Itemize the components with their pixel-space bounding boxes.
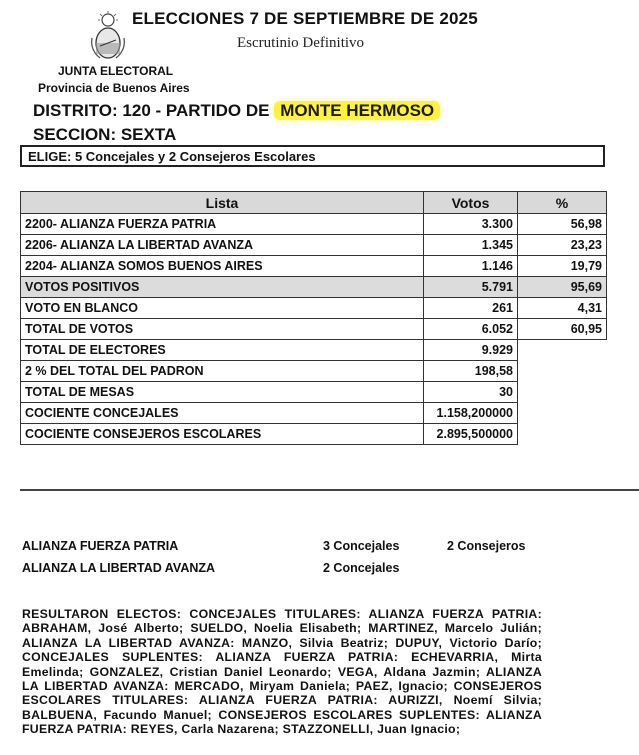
- row-lista: 2200- ALIANZA FUERZA PATRIA: [21, 214, 424, 235]
- table-row: [21, 424, 607, 445]
- table-row-votos-positivos: [21, 277, 607, 298]
- distrito-name-highlight: MONTE HERMOSO: [274, 101, 440, 120]
- seccion-line: SECCION: SEXTA: [33, 125, 177, 144]
- provincia-label: Provincia de Buenos Aires: [38, 81, 190, 95]
- row-votos: 1.158,200000: [424, 403, 518, 424]
- row-lista: TOTAL DE ELECTORES: [21, 340, 424, 361]
- row-lista: COCIENTE CONSEJEROS ESCOLARES: [21, 424, 424, 445]
- header-votos: Votos: [424, 192, 518, 214]
- table-row: [21, 319, 607, 340]
- asignacion-concejales: 3 Concejales: [323, 539, 400, 553]
- table-row: [21, 340, 607, 361]
- row-lista: COCIENTE CONCEJALES: [21, 403, 424, 424]
- distrito-line: [33, 101, 440, 121]
- asignacion-alianza: ALIANZA FUERZA PATRIA: [22, 539, 179, 553]
- table-header-row: [21, 192, 607, 214]
- row-lista: 2204- ALIANZA SOMOS BUENOS AIRES: [21, 256, 424, 277]
- distrito-prefix: DISTRITO: 120 - PARTIDO DE: [33, 101, 270, 120]
- empty-cell: [518, 340, 607, 361]
- table-row: [21, 298, 607, 319]
- table-row: [21, 382, 607, 403]
- row-votos: 1.345: [424, 235, 518, 256]
- asignacion-concejales: 2 Concejales: [323, 561, 400, 575]
- table-row: [21, 235, 607, 256]
- coat-of-arms-icon: [90, 10, 126, 62]
- row-lista: VOTOS POSITIVOS: [21, 277, 424, 298]
- row-votos: 198,58: [424, 361, 518, 382]
- resultaron-electos-paragraph: RESULTARON ELECTOS: CONCEJALES TITULARES: ALIANZA FUERZA PATRIA: ABRAHAM, José Alberto; SUELDO, Noelia Elisabeth; MARTINEZ, Marcelo Julián; ALIANZA LA LIBERTAD AVANZA: MANZO, Silvia Beatriz; DUPUY, Victorio Darío; CONCEJALES SUPLENTES: ALIANZA FUERZA PATRIA: ECHEVARRIA, Mirta Emelinda; GONZALEZ, Cristian Daniel Leonardo; VEGA, Aldana Jazmin; ALIANZA LA LIBERTAD AVANZA: MERCADO, Miryam Daniela; PAEZ, Ignacio; CONSEJEROS ESCOLARES TITULARES: ALIANZA FUERZA PATRIA: AURIZZI, Noemí Silvia; BALBUENA, Facundo Manuel; CONSEJEROS ESCOLARES SUPLENTES: ALIANZA FUERZA PATRIA: REYES, Carla Nazarena; STAZZONELLI, Juan Ignacio;: [22, 607, 542, 737]
- table-row: [21, 214, 607, 235]
- empty-cell: [518, 361, 607, 382]
- row-pct: 23,23: [518, 235, 607, 256]
- empty-cell: [518, 424, 607, 445]
- results-table: [20, 191, 607, 445]
- asignacion-consejeros: 2 Consejeros: [447, 539, 526, 553]
- election-title: ELECCIONES 7 DE SEPTIEMBRE DE 2025: [132, 9, 478, 28]
- table-row: [21, 403, 607, 424]
- empty-cell: [518, 403, 607, 424]
- row-pct: 19,79: [518, 256, 607, 277]
- header-lista: Lista: [21, 192, 424, 214]
- junta-electoral-label: JUNTA ELECTORAL: [58, 64, 174, 78]
- table-row: [21, 256, 607, 277]
- row-votos: 261: [424, 298, 518, 319]
- election-subtitle: Escrutinio Definitivo: [237, 35, 365, 51]
- row-votos: 6.052: [424, 319, 518, 340]
- row-lista: 2206- ALIANZA LA LIBERTAD AVANZA: [21, 235, 424, 256]
- row-pct: 95,69: [518, 277, 607, 298]
- row-votos: 1.146: [424, 256, 518, 277]
- header-pct: %: [518, 192, 607, 214]
- empty-cell: [518, 382, 607, 403]
- row-votos: 9.929: [424, 340, 518, 361]
- row-lista: VOTO EN BLANCO: [21, 298, 424, 319]
- row-pct: 56,98: [518, 214, 607, 235]
- table-row: [21, 361, 607, 382]
- row-lista: 2 % DEL TOTAL DEL PADRON: [21, 361, 424, 382]
- section-divider: [20, 489, 639, 491]
- elige-box: ELIGE: 5 Concejales y 2 Consejeros Escolares: [20, 145, 605, 167]
- row-votos: 30: [424, 382, 518, 403]
- row-pct: 60,95: [518, 319, 607, 340]
- row-lista: TOTAL DE MESAS: [21, 382, 424, 403]
- row-votos: 5.791: [424, 277, 518, 298]
- row-votos: 3.300: [424, 214, 518, 235]
- row-lista: TOTAL DE VOTOS: [21, 319, 424, 340]
- row-pct: 4,31: [518, 298, 607, 319]
- row-votos: 2.895,500000: [424, 424, 518, 445]
- asignacion-alianza: ALIANZA LA LIBERTAD AVANZA: [22, 561, 216, 575]
